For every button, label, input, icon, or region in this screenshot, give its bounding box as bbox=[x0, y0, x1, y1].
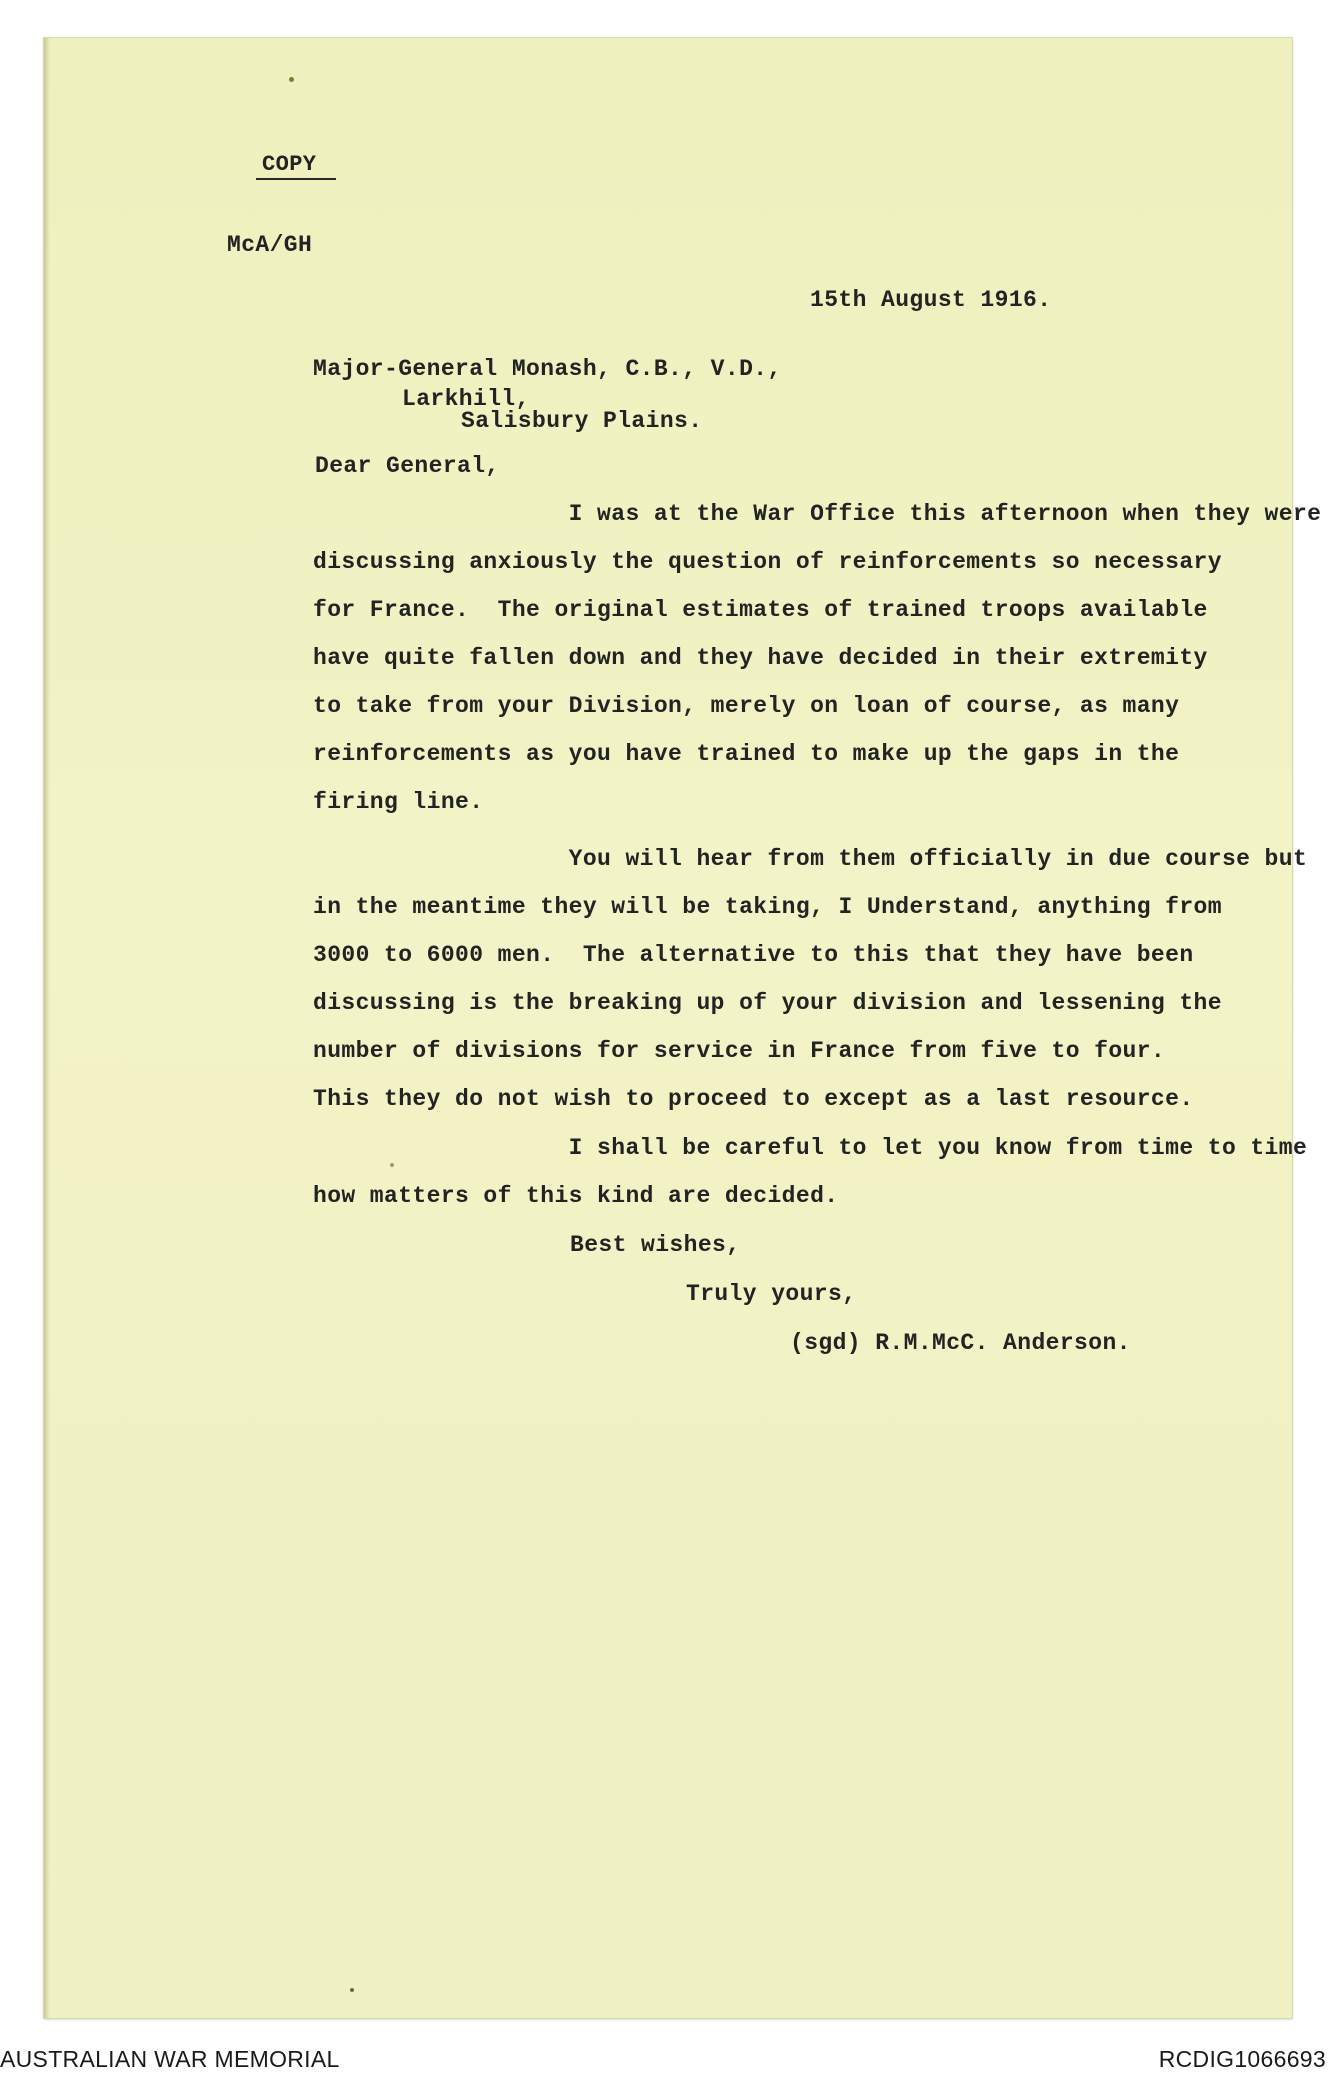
paper-speck bbox=[350, 1988, 354, 1992]
addressee-location: Larkhill, bbox=[402, 386, 530, 412]
copy-underline bbox=[256, 178, 336, 180]
letter-date: 15th August 1916. bbox=[810, 287, 1052, 313]
addressee-name: Major-General Monash, C.B., V.D., bbox=[313, 356, 782, 382]
institution-caption: AUSTRALIAN WAR MEMORIAL bbox=[0, 2046, 340, 2072]
letter-paper bbox=[44, 38, 1292, 2018]
body-line: I shall be careful to let you know from time to time bbox=[313, 1135, 1308, 1161]
body-line: number of divisions for service in France from five to four. bbox=[313, 1038, 1166, 1064]
paper-speck bbox=[390, 1163, 394, 1167]
paper-speck bbox=[289, 77, 294, 82]
salutation: Dear General, bbox=[315, 453, 500, 479]
addressee-region: Salisbury Plains. bbox=[461, 408, 703, 434]
body-line: how matters of this kind are decided. bbox=[313, 1183, 839, 1209]
reference-code: McA/GH bbox=[227, 232, 313, 258]
body-line: This they do not wish to proceed to except as a last resource. bbox=[313, 1086, 1194, 1112]
letter-body bbox=[313, 501, 1322, 1209]
body-line: You will hear from them officially in due course but bbox=[313, 846, 1308, 872]
body-line: have quite fallen down and they have decided in their extremity bbox=[313, 645, 1208, 671]
body-line: in the meantime they will be taking, I Understand, anything from bbox=[313, 894, 1222, 920]
body-line: discussing is the breaking up of your division and lessening the bbox=[313, 990, 1222, 1016]
body-line: discussing anxiously the question of reinforcements so necessary bbox=[313, 549, 1222, 575]
closing-sign-off: Truly yours, bbox=[686, 1281, 857, 1307]
body-line: firing line. bbox=[313, 789, 484, 815]
identifier-caption: RCDIG1066693 bbox=[1158, 2046, 1326, 2072]
body-line: for France. The original estimates of trained troops available bbox=[313, 597, 1208, 623]
copy-label: COPY bbox=[262, 152, 317, 177]
body-line: I was at the War Office this afternoon when they were bbox=[313, 501, 1322, 527]
body-line: 3000 to 6000 men. The alternative to this that they have been bbox=[313, 942, 1194, 968]
body-line: reinforcements as you have trained to make up the gaps in the bbox=[313, 741, 1180, 767]
signature-line: (sgd) R.M.McC. Anderson. bbox=[790, 1330, 1131, 1356]
closing-wishes: Best wishes, bbox=[570, 1232, 741, 1258]
body-line: to take from your Division, merely on loan of course, as many bbox=[313, 693, 1180, 719]
paper-edge-shadow bbox=[44, 38, 50, 2018]
